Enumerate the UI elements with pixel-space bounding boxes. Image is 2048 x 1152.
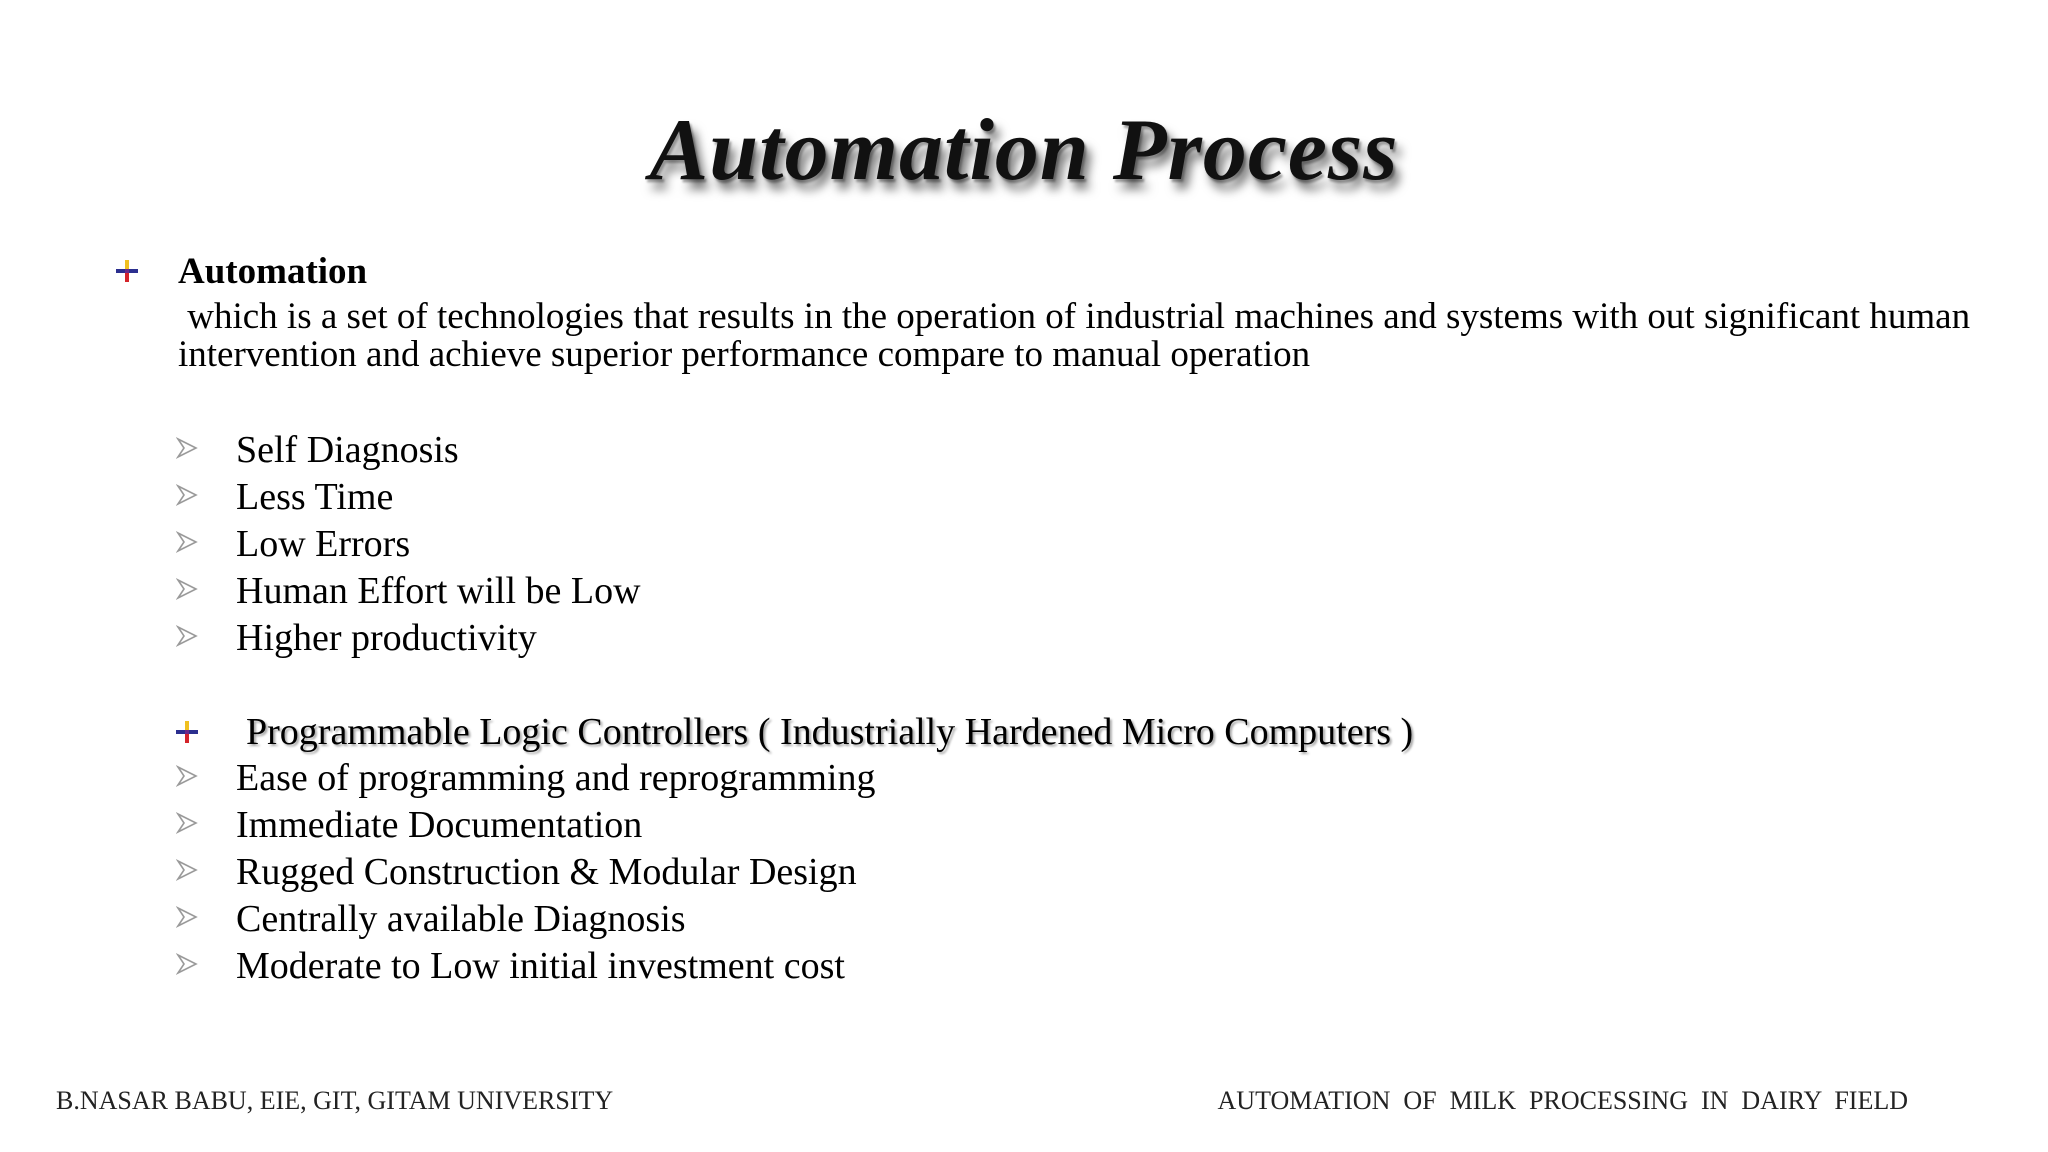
footer-topic: AUTOMATION OF MILK PROCESSING IN DAIRY FIELD xyxy=(1217,1086,1908,1115)
arrowhead-bullet-icon xyxy=(176,765,198,787)
multicolor-plus-bullet-icon xyxy=(176,721,198,743)
arrowhead-bullet-icon xyxy=(176,437,198,459)
list-item-label: Moderate to Low initial investment cost xyxy=(236,945,845,987)
list-item-label: Self Diagnosis xyxy=(236,429,459,471)
list-item-label: Low Errors xyxy=(236,523,411,565)
arrowhead-bullet-icon xyxy=(176,578,198,600)
arrowhead-bullet-icon xyxy=(176,812,198,834)
automation-heading: Automation xyxy=(178,251,368,292)
arrowhead-bullet-icon xyxy=(176,484,198,506)
footer-author: B.NASAR BABU, EIE, GIT, GITAM UNIVERSITY xyxy=(56,1086,614,1115)
list-item-label: Less Time xyxy=(236,476,394,518)
automation-description: which is a set of technologies that results in the operation of industrial machines and systems with out significant human intervention and achieve superior performance compare to manual operation xyxy=(178,296,1980,375)
arrowhead-bullet-icon xyxy=(176,906,198,928)
list-item-label: Higher productivity xyxy=(236,617,537,659)
arrowhead-bullet-icon xyxy=(176,531,198,553)
slide-title: Automation Process xyxy=(649,102,1399,199)
plc-heading: Programmable Logic Controllers ( Industrially Hardened Micro Computers ) xyxy=(246,711,1414,753)
arrowhead-bullet-icon xyxy=(176,859,198,881)
multicolor-plus-bullet-icon xyxy=(116,260,138,282)
list-item-label: Immediate Documentation xyxy=(236,804,643,846)
list-item-label: Centrally available Diagnosis xyxy=(236,898,686,940)
list-item-label: Rugged Construction & Modular Design xyxy=(236,851,857,893)
list-item-label: Human Effort will be Low xyxy=(236,570,641,612)
list-item-label: Ease of programming and reprogramming xyxy=(236,757,876,799)
arrowhead-bullet-icon xyxy=(176,625,198,647)
arrowhead-bullet-icon xyxy=(176,953,198,975)
